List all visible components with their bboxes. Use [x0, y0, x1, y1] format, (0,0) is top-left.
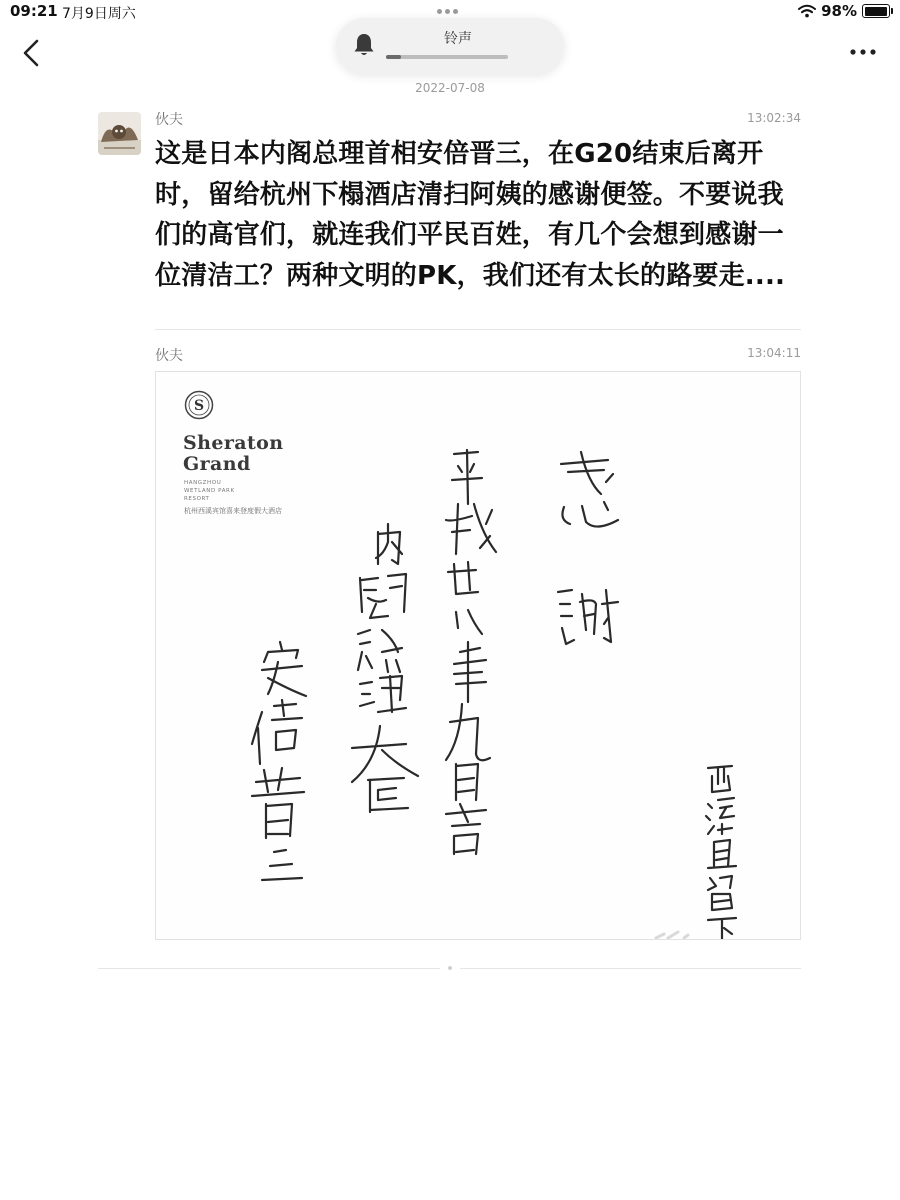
status-date: 7月9日周六	[62, 6, 136, 22]
ringtone-volume-indicator	[336, 18, 564, 74]
message-divider-left	[98, 968, 440, 969]
status-right	[798, 2, 890, 20]
brand-chinese-name: 杭州西溪宾馆喜来登度假大酒店	[184, 507, 282, 515]
volume-track[interactable]	[386, 55, 508, 59]
message-time: 13:02:34	[747, 111, 801, 125]
battery-icon	[862, 4, 890, 18]
handwritten-note-drawing	[156, 372, 801, 940]
status-time: 09:21	[10, 2, 58, 20]
more-button[interactable]	[848, 42, 878, 62]
message-divider	[155, 329, 801, 330]
more-horizontal-icon	[848, 42, 878, 62]
date-separator: 2022-07-08	[415, 81, 485, 95]
volume-fill	[386, 55, 401, 59]
avatar[interactable]	[98, 112, 141, 155]
brand-location-line2: WETLAND PARK	[184, 488, 235, 494]
message-image-thank-you-note[interactable]	[155, 371, 801, 940]
brand-location-line3: RESORT	[184, 496, 210, 502]
multitasking-dots-icon[interactable]	[437, 9, 458, 14]
battery-fill	[865, 7, 888, 16]
wifi-icon	[798, 4, 816, 18]
brand-location-line1: HANGZHOU	[184, 480, 222, 486]
message-text: 这是日本内阁总理首相安倍晋三，在G20结束后离开时，留给杭州下榻酒店清扫阿姨的感谢便签。不要说我们的高官们，就连我们平民百姓，有几个会想到感谢一位清洁工？两种文明的PK，我们还有太长的路要走....	[155, 139, 786, 291]
brand-name-line1: Sheraton	[183, 432, 284, 454]
back-button[interactable]	[18, 36, 48, 70]
svg-text:S: S	[193, 398, 205, 414]
battery-percent: 98%	[821, 2, 857, 20]
ringtone-label: 铃声	[444, 31, 472, 47]
message-divider-right	[460, 968, 801, 969]
chevron-left-icon	[18, 36, 48, 70]
message-time: 13:04:11	[747, 346, 801, 360]
sender-name[interactable]: 伙夫	[155, 112, 183, 128]
divider-dot	[448, 966, 452, 970]
sender-name[interactable]: 伙夫	[155, 348, 183, 364]
brand-name-line2: Grand	[183, 453, 251, 475]
